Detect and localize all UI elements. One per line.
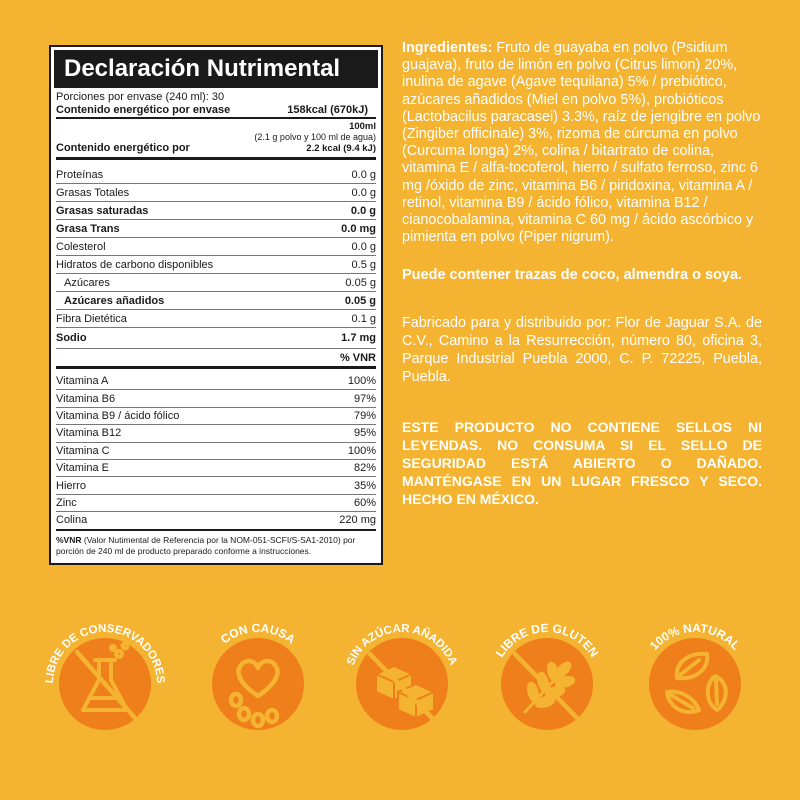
nutrient-label: Colesterol [56,240,106,253]
nutrient-value: 0.0 g [351,186,376,199]
nutrient-label: Azúcares [64,276,110,289]
vitamin-label: Vitamina E [56,462,109,475]
badge-no-added-sugar [336,618,468,750]
vitamin-label: Hierro [56,479,86,492]
nutrient-list [56,160,376,369]
allergen-traces: Puede contener trazas de coco, almendra o soya. [402,267,743,284]
nutrient-row [56,238,376,256]
nutrient-row [56,256,376,274]
nutrient-value: 0.1 g [351,312,376,325]
vitamin-row [56,460,376,477]
product-warning: ESTE PRODUCTO NO CONTIENE SELLOS NI LEYENDAS. NO CONSUMA SI EL SELLO DE SEGURIDAD ESTÁ ABIERTO O DAÑADO. MANTÉNGASE EN UN LUGAR FRESCO Y SECO. HECHO EN MÉXICO. [402,419,762,508]
vitamin-value: 100% [347,375,376,388]
nutrient-value: 0.0 mg [341,222,376,235]
footnote-text: (Valor Nutimental de Referencia por la NOM-051-SCFI/S-SA1-2010) por porción de 240 ml de producto preparado conforme a instrucciones. [56,534,356,556]
badge-preservative-free [39,618,171,750]
nutrient-row [56,220,376,238]
vitamin-row [56,495,376,512]
nutrient-label: Azúcares añadidos [64,294,165,307]
badge-natural [629,618,761,750]
nutrient-label: Sodio [56,332,87,344]
nutrient-label: Hidratos de carbono disponibles [56,258,214,271]
info-column [402,40,762,508]
vitamin-label: Colina [56,514,88,527]
nutrient-value: 0.0 g [351,168,376,181]
nutrient-label: Grasas saturadas [56,204,149,217]
nutrient-value: 0.0 g [350,204,376,217]
servings-text: Porciones por envase (240 ml): 30 [56,91,225,103]
vitamin-value: 100% [347,444,376,457]
energy-value: 2.2 kcal (9.4 kJ) [306,143,376,154]
nutrient-row [56,328,376,349]
badge-with-cause [192,618,324,750]
badge-label: 100% NATURAL [646,620,744,653]
per100-head: 100ml [349,121,376,132]
nutrition-table [49,45,383,565]
nutrient-row [56,274,376,292]
nutrient-value: 0.05 g [344,294,376,307]
vitamin-label: Vitamina B6 [56,392,116,405]
nutrient-value: 0.5 g [351,258,376,271]
energy-label: Contenido energético por [56,142,190,154]
servings-block [56,88,376,119]
nutrient-row [56,184,376,202]
vitamin-label: Zinc [56,496,77,509]
nutrient-value: 0.05 g [345,276,376,289]
footnote-bold: %VNR [56,534,82,545]
per100-note: (2.1 g polvo y 100 ml de agua) [254,132,376,142]
vitamin-value: 35% [353,479,376,492]
vitamin-row [56,512,376,530]
energy-pack-value: 158kcal (670kJ) [287,104,368,116]
vitamin-value: 95% [353,427,376,440]
nutrition-title: Declaración Nutrimental [54,50,378,88]
badge-label: CON CAUSA [218,620,298,647]
vitamin-row [56,477,376,494]
vitamin-label: Vitamina B9 / ácido fólico [56,409,180,422]
nutrient-label: Fibra Dietética [56,312,127,325]
ingredients-paragraph [402,40,762,246]
vitamin-row [56,425,376,442]
nutrient-value: 0.0 g [351,240,376,253]
nutrient-label: Grasa Trans [56,222,120,235]
vitamin-label: Vitamina C [56,444,110,457]
vnr-footnote [56,531,376,563]
badge-row [0,618,800,778]
energy-pack-label: Contenido energético por envase [56,104,231,116]
badge-label: LIBRE DE CONSERVADORES [43,622,167,684]
nutrient-row [56,310,376,328]
badge-label: SIN AZÚCAR AÑADIDA [344,622,460,668]
vitamin-label: Vitamina A [56,375,109,388]
nutrient-label: Proteínas [56,168,104,181]
vnr-header [56,349,376,369]
vitamin-value: 60% [353,496,376,509]
manufacturer-info: Fabricado para y distribuido por: Flor de Jaguar S.A. de C.V., Camino a la Resurrección, número 80, oficina 3, Parque Industrial Puebla 2000, C. P. 72225, Puebla, Puebla. [402,315,762,386]
nutrient-label: Grasas Totales [56,186,130,199]
nutrient-row [56,166,376,184]
vitamin-row [56,390,376,407]
badge-label: LIBRE DE GLUTEN [492,620,602,660]
nutrient-row [56,202,376,220]
nutrient-row [56,292,376,310]
badge-gluten-free [481,618,613,750]
vnr-label: % VNR [339,351,376,364]
ingredients-text: Fruto de guayaba en polvo (Psidium guajava), fruto de limón en polvo (Citrus limon) 20%, inulina de agave (Agave tequilana) 5% / prebiótico, azúcares añadidos (Miel en polvo 5%), probióticos (Lactobacilus paracasei) 3.3%, raíz de jengibre en polvo (Zingiber officinale) 3%, rizoma de cúrcuma en polvo (Curcuma longa) 2%, colina / bitartrato de colina, vitamina E / alfa-tocoferol, hierro / sulfato ferroso, zinc 6 mg /óxido de zinc, vitamina B6 / piridoxina, vitamina A / retinol, vitamina B9 / ácido fólico, vitamina B12 / cianocobalamina, vitamina C 60 mg / ácido ascórbico y pimienta en polvo (Piper nigrum). [402,40,761,246]
vitamin-value: 220 mg [339,514,376,527]
vitamin-row [56,408,376,425]
vitamin-value: 79% [353,409,376,422]
vitamin-value: 97% [353,392,376,405]
vitamin-list [56,369,376,531]
vitamin-row [56,373,376,390]
vitamin-value: 82% [353,462,376,475]
vitamin-label: Vitamina B12 [56,427,122,440]
nutrient-value: 1.7 mg [341,332,376,344]
ingredients-label: Ingredientes: [402,40,493,56]
energy-per-100-block [56,119,376,160]
vitamin-row [56,443,376,460]
